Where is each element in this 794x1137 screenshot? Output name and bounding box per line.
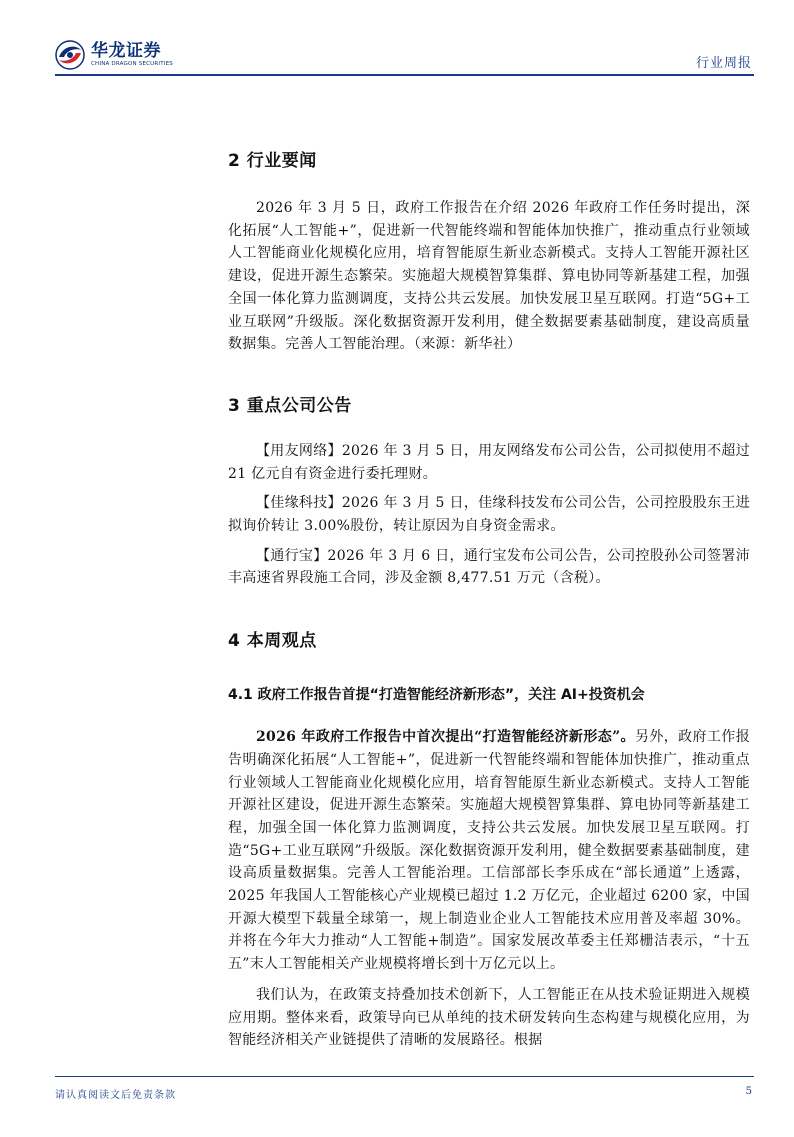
viewpoint-body: 另外，政府工作报告明确深化拓展“人工智能+”，促进新一代智能终端和智能体加快推广，推动重点行业领域人工智能商业化规模化应用，培育智能原生新业态新模式。支持人工智能开源社区建设，促进开源生态繁荣。实施超大规模智算集群、算电协同等新基建工程，加强全国一体化算力监测调度，支持公共云发展。加快发展卫星互联网。打造“5G+工业互联网”升级版。深化数据资源开发利用，健全数据要素基础制度，建设高质量数据集。完善人工智能治理。工信部部长李乐成在“部长通道”上透露，2025 年我国人工智能核心产业规模已超过 1.2 万亿元，企业超过 6200 家，中国开源大模型下载量全球第一，规上制造业企业人工智能技术应用普及率超 30%。并将在今年大力推动“人工智能+制造”。国家发展改革委主任郑栅洁表示，“十五五”末人工智能相关产业规模将增长到十万亿元以上。 [228, 729, 750, 973]
viewpoint-lead-sentence: 2026 年政府工作报告中首次提出“打造智能经济新形态”。 [256, 729, 635, 746]
viewpoint-paragraph-1 [228, 726, 750, 976]
logo-chinese-name: 华龙证券 [91, 40, 161, 61]
header-divider [55, 74, 754, 76]
announcement-tongxingbao: 【通行宝】2026 年 3 月 6 日，通行宝发布公司公告，公司控股孙公司签署沛丰高速省界段施工合同，涉及金额 8,477.51 万元（含税）。 [228, 547, 750, 587]
announcement-yonyou: 【用友网络】2026 年 3 月 5 日，用友网络发布公司公告，公司拟使用不超过 21 亿元自有资金进行委托理财。 [228, 442, 750, 482]
disclaimer-notice: 请认真阅读文后免责条款 [55, 1090, 176, 1101]
section-4-title: 4 本周观点 [228, 631, 317, 652]
industry-news-paragraph: 2026 年 3 月 5 日，政府工作报告在介绍 2026 年政府工作任务时提出，深化拓展“人工智能+”，促进新一代智能终端和智能体加快推广，推动重点行业领域人工智能商业化规模化应用，培育智能原生新业态新模式。支持人工智能开源社区建设，促进开源生态繁荣。实施超大规模智算集群、算电协同等新基建工程，加强全国一体化算力监测调度，支持公共云发展。加快发展卫星互联网。打造“5G+工业互联网”升级版。深化数据资源开发利用，健全数据要素基础制度，建设高质量数据集。完善人工智能治理。（来源：新华社） [228, 200, 750, 353]
page-header [0, 0, 794, 80]
section-2-title: 2 行业要闻 [228, 151, 317, 171]
footer-divider [55, 1076, 754, 1077]
section-3-title: 3 重点公司公告 [228, 395, 352, 416]
viewpoint-paragraph-2: 我们认为，在政策支持叠加技术创新下，人工智能正在从技术验证期进入规模应用期。整体来看，政策导向已从单纯的技术研发转向生态构建与规模化应用，为智能经济相关产业链提供了清晰的发展路径。根据 [228, 986, 750, 1049]
page-number: 5 [745, 1086, 752, 1097]
logo-english-name: CHINA DRAGON SECURITIES [91, 60, 174, 67]
page-body [228, 146, 750, 1052]
report-type-label: 行业周报 [695, 56, 752, 71]
announcement-jiayuan: 【佳缘科技】2026 年 3 月 5 日，佳缘科技发布公司公告，公司控股股东王进拟询价转让 3.00%股份，转让原因为自身资金需求。 [228, 495, 750, 535]
dragon-logo-icon [55, 40, 85, 70]
company-logo [55, 40, 173, 70]
subsection-4-1-title: 4.1 政府工作报告首提“打造智能经济新形态”，关注 AI+投资机会 [228, 687, 645, 704]
page-footer [55, 1076, 754, 1106]
